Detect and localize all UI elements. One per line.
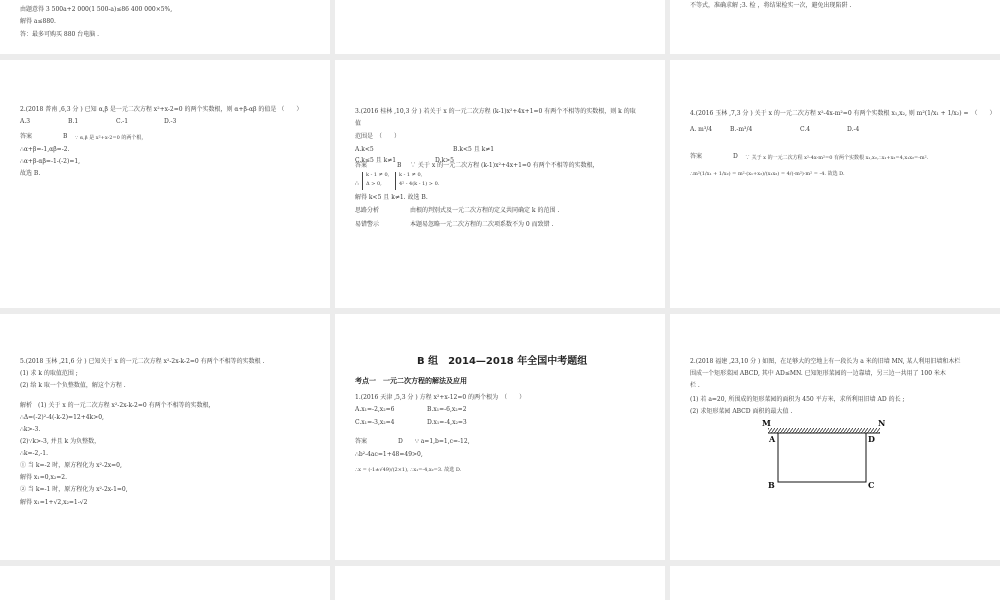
therefore-sign: ∴: [355, 180, 359, 187]
solution-line: ∴k=-2,-1.: [20, 450, 48, 457]
option-c: C.-1: [116, 118, 129, 125]
question-stem: 3.(2016 桂林 ,10,3 分 ) 若关于 x 的一元二次方程 (k-1)x²+4x+1=0 有两个不相等的实数根，则 k 的取: [355, 108, 636, 115]
answer-label: 答案: [690, 153, 703, 160]
solution-line: ∴Δ=(-2)²-4(-k-2)=12+4k>0,: [20, 414, 104, 421]
question-stem: 4.(2016 玉林 ,7,3 分 ) 关于 x 的一元二次方程 x²-4x-m²=0 有两个实数根 x₁,x₂, 则 m²(1/x₁ + 1/x₂) = （ ）: [690, 110, 996, 117]
answer-label: 答案: [355, 162, 368, 169]
page-question-3: [335, 60, 665, 308]
sub-question: (2) 求矩形菜园 ABCD 面积的最大值 .: [690, 408, 793, 415]
answer-letter: D: [733, 153, 738, 160]
sub-question: (1) 求 k 的取值范围 ;: [20, 370, 78, 377]
question-stem: 1.(2016 天津 ,5,3 分 ) 方程 x²+x-12=0 的两个根为 （ ）: [355, 394, 526, 401]
question-stem-cont: 范围是 （ ）: [355, 133, 401, 140]
answer-letter: D: [398, 438, 403, 445]
solution-line: 解析 (1) 关于 x 的一元二次方程 x²-2x-k-2=0 有两个不相等的实数根，: [20, 402, 215, 409]
solution-line: ∴x = (-1±√49)/(2×1), ∴x₁=-4,x₂=3. 故选 D.: [355, 467, 462, 473]
answer-label: 答案: [355, 438, 368, 445]
question-stem-cont: 值: [355, 120, 362, 127]
answer-note: ∵ 关于 x 的一元二次方程 (k-1)x²+4x+1=0 有两个不相等的实数根，: [410, 162, 599, 169]
solution-line: 解得 k<5 且 k≠1. 故选 B.: [355, 194, 428, 201]
page-question-4: [670, 60, 1000, 308]
option-b: B.-m³/4: [730, 126, 753, 133]
analysis-text: 由根的判别式及一元二次方程的定义共同确定 k 的范围 .: [410, 207, 560, 214]
page-question-6: [335, 314, 665, 560]
label-d: D: [868, 434, 875, 444]
page-question-5: [0, 314, 330, 560]
solution-line: 故选 B.: [20, 170, 41, 177]
section-title: 考点一 一元二次方程的解法及应用: [355, 377, 467, 385]
option-c: C.x₁=-3,x₂=4: [355, 419, 395, 426]
question-stem-cont: 围成一个矩形菜园 ABCD, 其中 AD≤MN. 已知矩形菜园的一边靠墙，另三边一共用了 100 米木: [690, 370, 946, 377]
text-line: 不等式，准确求解 ;3. 检 ，将结果检实一次，避免出现陷阱 .: [690, 2, 852, 9]
answer-note: ∵ 关于 x 的一元二次方程 x²-4x-m²=0 有两个实数根 x₁,x₂,∴x₁+x₂=4,x₁x₂=-m².: [745, 155, 929, 161]
page-bottom-middle: [335, 566, 665, 600]
question-stem: 2.(2018 福建 ,23,10 分 ) 如图，在足够大的空地上有一段长为 a 米的旧墙 MN, 某人利用旧墙和木栏: [690, 358, 961, 365]
solution-line: 解得 x₁=1+√2,x₂=1-√2: [20, 499, 88, 506]
text-line: 解得 a≤880.: [20, 18, 56, 25]
figure-garden: [760, 416, 890, 492]
question-stem: 2.(2018 普南 ,6,3 分 ) 已知 α,β 是一元二次方程 x²+x-2=0 的两个实数根，则 α+β-αβ 的值是 （ ）: [20, 106, 303, 113]
solution-line: (2)∵k>-3, 并且 k 为负整数，: [20, 438, 101, 445]
option-d: D.-4: [847, 126, 860, 133]
option-d: D.x₁=-4,x₂=3: [427, 419, 467, 426]
label-m: M: [762, 418, 771, 428]
solution-line: ② 当 k=-1 时，原方程化为 x²-2x-1=0,: [20, 486, 128, 493]
system-line: 4² - 4(k - 1) > 0.: [399, 181, 440, 187]
sub-question: (1) 若 a=20, 所围成的矩形菜园的面积为 450 平方米，求所利用旧墙 AD 的长 ;: [690, 396, 905, 403]
option-d: D.-3: [164, 118, 177, 125]
page-bottom-left: [0, 566, 330, 600]
label-c: C: [868, 480, 875, 490]
option-a: A. m³/4: [690, 126, 713, 133]
page-top-left: [0, 0, 330, 54]
option-b: B.x₁=-6,x₂=2: [427, 406, 467, 413]
answer-label: 答案: [20, 133, 33, 140]
option-a: A.k<5: [355, 146, 374, 153]
option-a: A.x₁=-2,x₂=6: [355, 406, 395, 413]
option-c: C.4: [800, 126, 811, 133]
option-a: A.3: [20, 118, 31, 125]
question-stem-cont: 栏 .: [690, 382, 700, 389]
page-question-2: [0, 60, 330, 308]
solution-line: ∴α+β-αβ=-1-(-2)=1,: [20, 158, 81, 165]
solution-line: ∴α+β=-1,αβ=-2.: [20, 146, 70, 153]
group-title: B 组 2014—2018 年全国中考题组: [417, 356, 588, 367]
system-line: k - 1 ≠ 0,: [399, 172, 423, 178]
label-n: N: [878, 418, 886, 428]
option-b: B.1: [68, 118, 79, 125]
answer-letter: B: [63, 133, 68, 140]
solution-line: ∴m²(1/x₁ + 1/x₂) = m²·(x₁+x₂)/(x₁x₂) = 4/(-m²)·m² = -4. 故选 D.: [690, 171, 845, 177]
solution-line: 解得 x₁=0,x₂=2.: [20, 474, 67, 481]
answer-letter: B: [397, 162, 402, 169]
analysis-label: 思路分析: [355, 207, 380, 214]
option-d: D.k>5: [435, 157, 454, 164]
page-bottom-right: [670, 566, 1000, 600]
question-stem: 5.(2018 玉林 ,21,6 分 ) 已知关于 x 的一元二次方程 x²-2x-k-2=0 有两个不相等的实数根 .: [20, 358, 265, 365]
page-top-middle: [335, 0, 665, 54]
warning-text: 本题易忽略一元二次方程的二次项系数不为 0 而致错 .: [410, 221, 554, 228]
page-question-7: [670, 314, 1000, 560]
solution-line: ① 当 k=-2 时，原方程化为 x²-2x=0,: [20, 462, 122, 469]
label-a: A: [769, 434, 776, 444]
sub-question: (2) 给 k 取一个负整数值，解这个方程 .: [20, 382, 126, 389]
wall-hatching: [768, 428, 880, 433]
label-b: B: [768, 480, 775, 490]
answer-note: ∵ α,β 是 x²+x-2=0 的两个根，: [75, 135, 147, 141]
option-b: B.k<5 且 k≠1: [453, 146, 495, 153]
option-c: C.k≤5 且 k≠1: [355, 157, 397, 164]
solution-line: ∴b²-4ac=1+48=49>0,: [355, 451, 423, 458]
text-line: 答：最多可购买 880 台电脑 .: [20, 31, 100, 38]
system-line: k - 1 ≠ 0,: [366, 172, 390, 178]
page-top-right: [670, 0, 1000, 54]
fence-abcd: [778, 433, 866, 482]
solution-line: ∴k>-3.: [20, 426, 41, 433]
text-line: 由题意得 3 500a+2 000(1 500-a)≤86 400 000×5%,: [20, 6, 173, 13]
answer-note: ∵ a=1,b=1,c=-12,: [415, 438, 470, 445]
system-line: Δ > 0,: [366, 181, 382, 187]
warning-label: 易错警示: [355, 221, 380, 228]
